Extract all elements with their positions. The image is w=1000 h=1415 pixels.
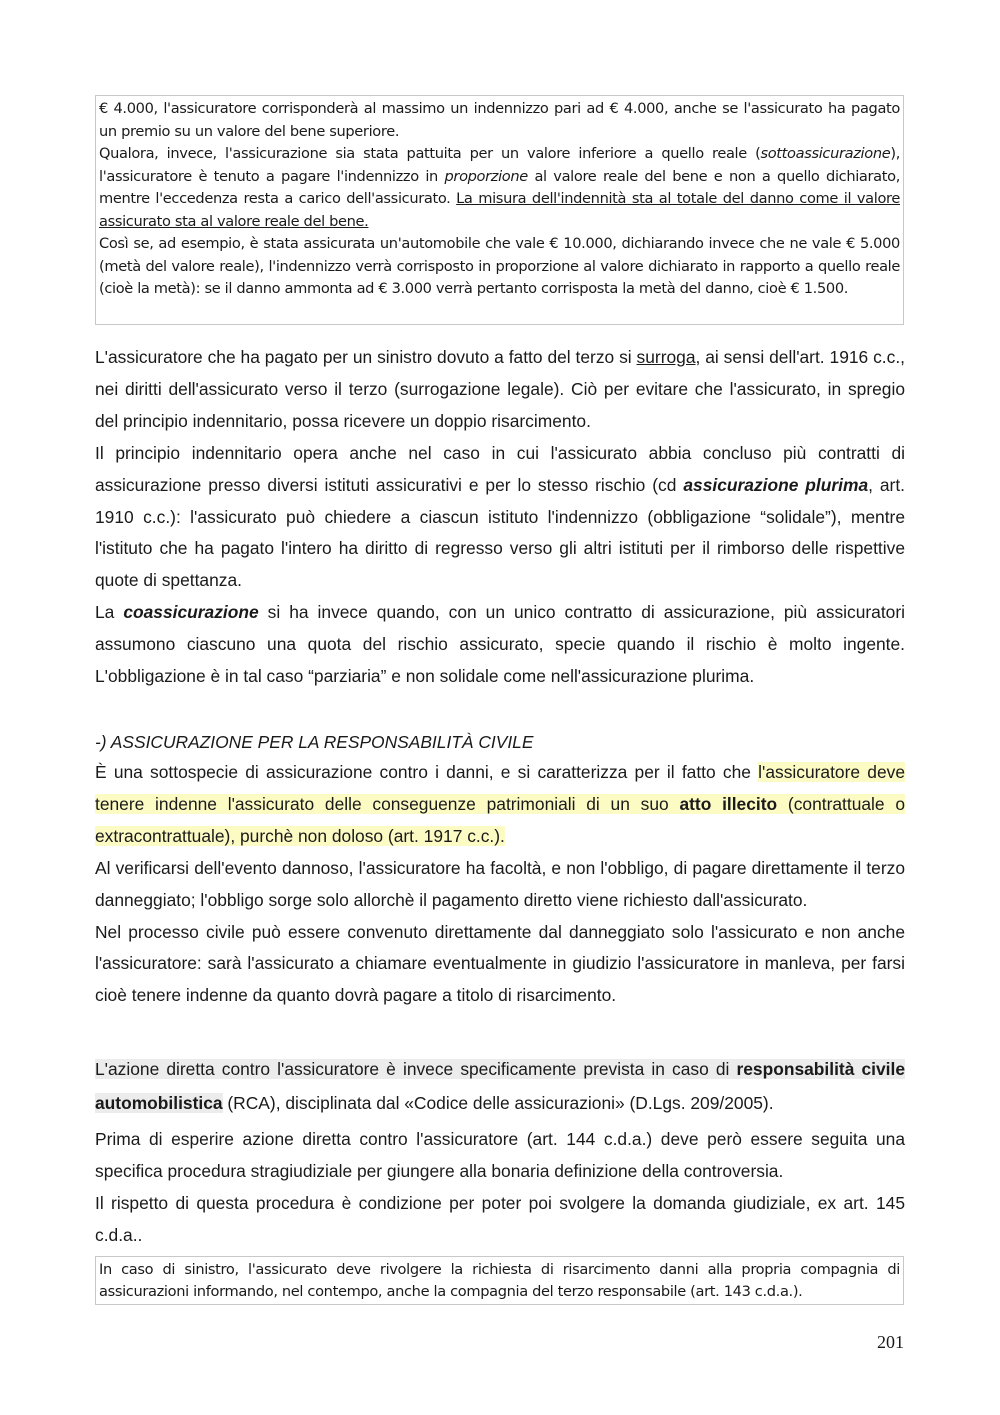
italic-term: proporzione (444, 167, 528, 185)
note-box (95, 1256, 904, 1305)
box-paragraph: Qualora, invece, l'assicurazione sia stata pattuita per un valore inferiore a quello reale (sottoassicurazione), l'assicuratore è tenuto a pagare l'indennizzo in proporzione al valore reale del bene e non a quello dichiarato, mentre l'eccedenza resta a carico dell'assicurato. La misura dell'indennità sta al totale del danno come il valore assicurato sta al valore reale del bene. (99, 145, 900, 230)
body-section (95, 1053, 905, 1120)
italic-term: sottoassicurazione (760, 145, 891, 162)
bold-italic-term: assicurazione plurima (683, 474, 869, 495)
highlighted-text: L'azione diretta contro l'assicuratore è invece specificamente prevista in caso di responsabilità civile automobilistica (95, 1059, 905, 1113)
paragraph: L'assicuratore che ha pagato per un sinistro dovuto a fatto del terzo si surroga, ai sensi dell'art. 1916 c.c., nei diritti dell'assicurato verso il terzo (surrogazione legale). Ciò per evitare che l'assicurato, in spregio del principio indennitario, possa ricevere un doppio risarcimento. (95, 347, 905, 431)
body-section (95, 757, 905, 1012)
box-paragraph: € 4.000, l'assicuratore corrisponderà al massimo un indennizzo pari ad € 4.000, anche se l'assicurato ha pagato un premio su un valore del bene superiore. (99, 100, 900, 140)
underlined-term: surroga (636, 347, 696, 367)
bold-italic-term: coassicurazione (123, 602, 259, 623)
paragraph: Al verificarsi dell'evento dannoso, l'assicuratore ha facoltà, e non l'obbligo, di pagare direttamente il terzo danneggiato; l'obbligo sorge solo allorchè il pagamento diretto viene richiesto dall'assicurato. (95, 857, 905, 910)
box-paragraph: Così se, ad esempio, è stata assicurata un'automobile che vale € 10.000, dichiarando invece che ne vale € 5.000 (metà del valore reale), l'indennizzo verrà corrisposto in proporzione al valore dichiarato in rapporto a quello reale (cioè la metà): se il danno ammonta ad € 3.000 verrà pertanto corrisposta la metà del danno, cioè € 1.500. (99, 235, 900, 297)
body-section (95, 1124, 905, 1252)
underlined-rule: La misura dell'indennità sta al totale del danno come il valore assicurato sta al valore reale del bene. (99, 190, 900, 230)
body-section (95, 342, 905, 693)
paragraph: Prima di esperire azione diretta contro l'assicuratore (art. 144 c.d.a.) deve però essere seguita una specifica procedura stragiudiziale per giungere alla bonaria definizione della controversia. (95, 1129, 905, 1181)
paragraph: Nel processo civile può essere convenuto direttamente dal danneggiato solo l'assicurato e non anche l'assicuratore: sarà l'assicurato a chiamare eventualmente in giudizio l'assicuratore in manleva, per farsi cioè tenere indenne da quanto dovrà pagare a titolo di risarcimento. (95, 921, 905, 1006)
section-heading: -) ASSICURAZIONE PER LA RESPONSABILITÀ CIVILE (95, 732, 534, 752)
bold-term: responsabilità civile automobilistica (95, 1059, 905, 1113)
page-number: 201 (877, 1332, 904, 1352)
paragraph: Il principio indennitario opera anche nel caso in cui l'assicurato abbia concluso più contratti di assicurazione presso diversi istituti assicurativi e per lo stesso rischio (cd assicurazione plurima, art. 1910 c.c.): l'assicurato può chiedere a ciascun istituto l'indennizzo (obbligazione “solidale”), mentre l'istituto che ha pagato l'intero ha diritto di regresso verso gli altri istituti per il rimborso delle rispettive quote di spettanza. (95, 442, 906, 591)
bold-term: atto illecito (679, 793, 778, 814)
box-paragraph: In caso di sinistro, l'assicurato deve rivolgere la richiesta di risarcimento danni alla propria compagnia di assicurazioni informando, nel contempo, anche la compagnia del terzo responsabile (art. 143 c.d.a.). (99, 1261, 900, 1300)
highlighted-text: l'assicuratore deve tenere indenne l'assicurato delle conseguenze patrimoniali di un suo atto illecito (contrattuale o extracontrattuale), purchè non doloso (art. 1917 c.c.). (95, 762, 905, 846)
paragraph: Il rispetto di questa procedura è condizione per poter poi svolgere la domanda giudiziale, ex art. 145 c.d.a.. (95, 1192, 905, 1245)
example-box (95, 95, 904, 325)
paragraph: È una sottospecie di assicurazione contro i danni, e si caratterizza per il fatto che l'assicuratore deve tenere indenne l'assicurato delle conseguenze patrimoniali di un suo atto illecito (contrattuale o extracontrattuale), purchè non doloso (art. 1917 c.c.). (95, 762, 905, 846)
paragraph: La coassicurazione si ha invece quando, con un unico contratto di assicurazione, più assicuratori assumono ciascuno una quota del rischio assicurato, specie quando il rischio è molto ingente. L'obbligazione è in tal caso “parziaria” e non solidale come nell'assicurazione plurima. (95, 602, 905, 687)
paragraph: L'azione diretta contro l'assicuratore è invece specificamente prevista in caso di responsabilità civile automobilistica (RCA), disciplinata dal «Codice delle assicurazioni» (D.Lgs. 209/2005). (95, 1059, 905, 1113)
